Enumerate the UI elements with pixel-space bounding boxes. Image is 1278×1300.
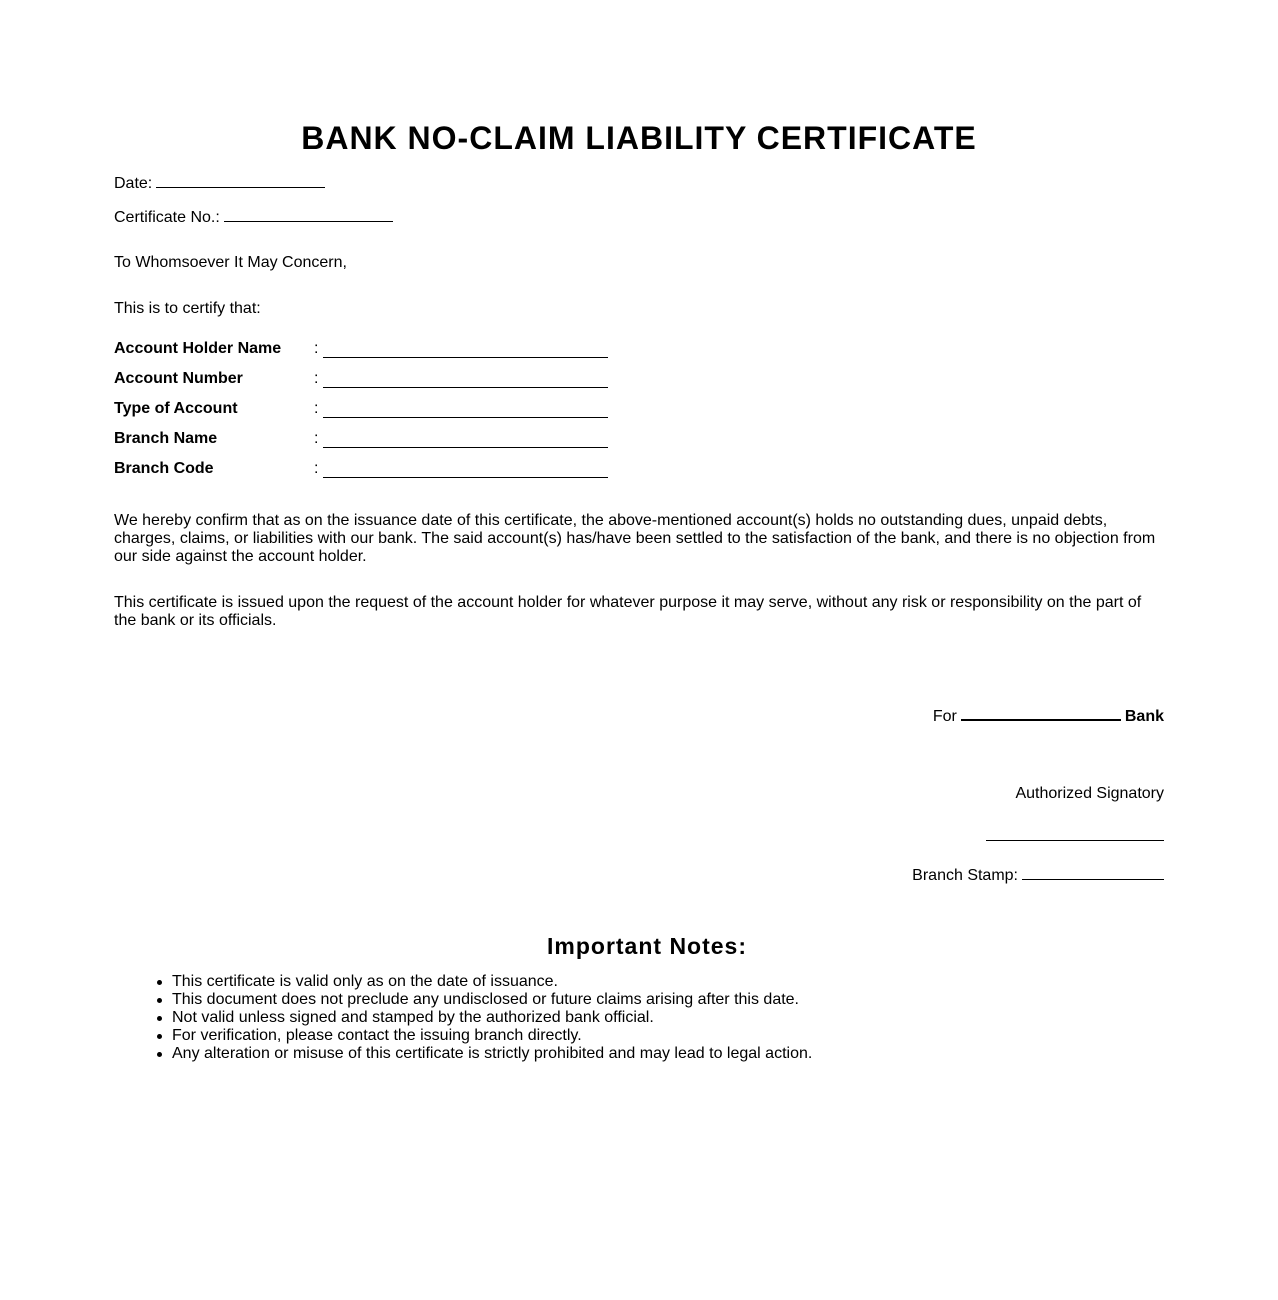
bank-label: Bank xyxy=(1124,708,1164,725)
detail-label: Account Holder Name xyxy=(114,340,282,357)
branch-stamp-label: Branch Stamp: xyxy=(912,867,1018,884)
detail-blank xyxy=(323,387,608,388)
detail-row-type-of-account xyxy=(114,400,614,422)
date-field xyxy=(114,173,325,194)
detail-label: Branch Name xyxy=(114,430,218,447)
bank-name-blank xyxy=(961,705,1121,721)
detail-colon: : xyxy=(314,400,319,417)
signature-line xyxy=(986,840,1164,841)
branch-stamp-blank xyxy=(1022,865,1164,880)
detail-row-account-holder-name xyxy=(114,340,614,362)
certificate-no-field xyxy=(114,207,393,228)
detail-blank xyxy=(323,417,608,418)
detail-label: Branch Code xyxy=(114,460,214,477)
list-item: This document does not preclude any undisclosed or future claims arising after this date. xyxy=(172,991,812,1009)
detail-row-account-number xyxy=(114,370,614,392)
date-label: Date: xyxy=(114,175,153,192)
certificate-no-label: Certificate No.: xyxy=(114,209,220,226)
list-item: For verification, please contact the issuing branch directly. xyxy=(172,1027,812,1045)
list-item: Not valid unless signed and stamped by the authorized bank official. xyxy=(172,1009,812,1027)
detail-row-branch-code xyxy=(114,460,614,482)
detail-colon: : xyxy=(314,340,319,357)
date-blank xyxy=(156,173,325,188)
issuance-paragraph: This certificate is issued upon the request of the account holder for whatever purpose it may serve, without any risk or responsibility on the part of the bank or its officials. xyxy=(114,594,1142,629)
notes-list xyxy=(172,973,812,1063)
for-label: For xyxy=(932,708,957,725)
certificate-page xyxy=(114,0,1164,1300)
branch-stamp-field xyxy=(912,865,1164,885)
detail-colon: : xyxy=(314,370,319,387)
detail-label: Type of Account xyxy=(114,400,238,417)
detail-blank xyxy=(323,357,608,358)
detail-row-branch-name xyxy=(114,430,614,452)
intro-text: This is to certify that: xyxy=(114,300,261,317)
salutation: To Whomsoever It May Concern, xyxy=(114,254,347,271)
detail-blank xyxy=(323,477,608,478)
authorized-signatory: Authorized Signatory xyxy=(1015,785,1164,802)
confirmation-paragraph: We hereby confirm that as on the issuance date of this certificate, the above-mentioned account(s) holds no outstanding dues, unpaid debts, charges, claims, or liabilities with our bank. The said account(s) has/have been settled to the satisfaction of the bank, and there is no objection from our side against the account holder. xyxy=(114,512,1156,565)
detail-colon: : xyxy=(314,460,319,477)
notes-heading: Important Notes: xyxy=(547,933,747,959)
for-bank-line xyxy=(933,705,1164,726)
list-item: Any alteration or misuse of this certificate is strictly prohibited and may lead to legal action. xyxy=(172,1045,813,1062)
detail-blank xyxy=(323,447,608,448)
certificate-title: BANK NO-CLAIM LIABILITY CERTIFICATE xyxy=(301,120,977,156)
certificate-no-blank xyxy=(224,207,393,222)
list-item: This certificate is valid only as on the date of issuance. xyxy=(172,973,812,991)
detail-label: Account Number xyxy=(114,370,243,387)
detail-colon: : xyxy=(314,430,319,447)
